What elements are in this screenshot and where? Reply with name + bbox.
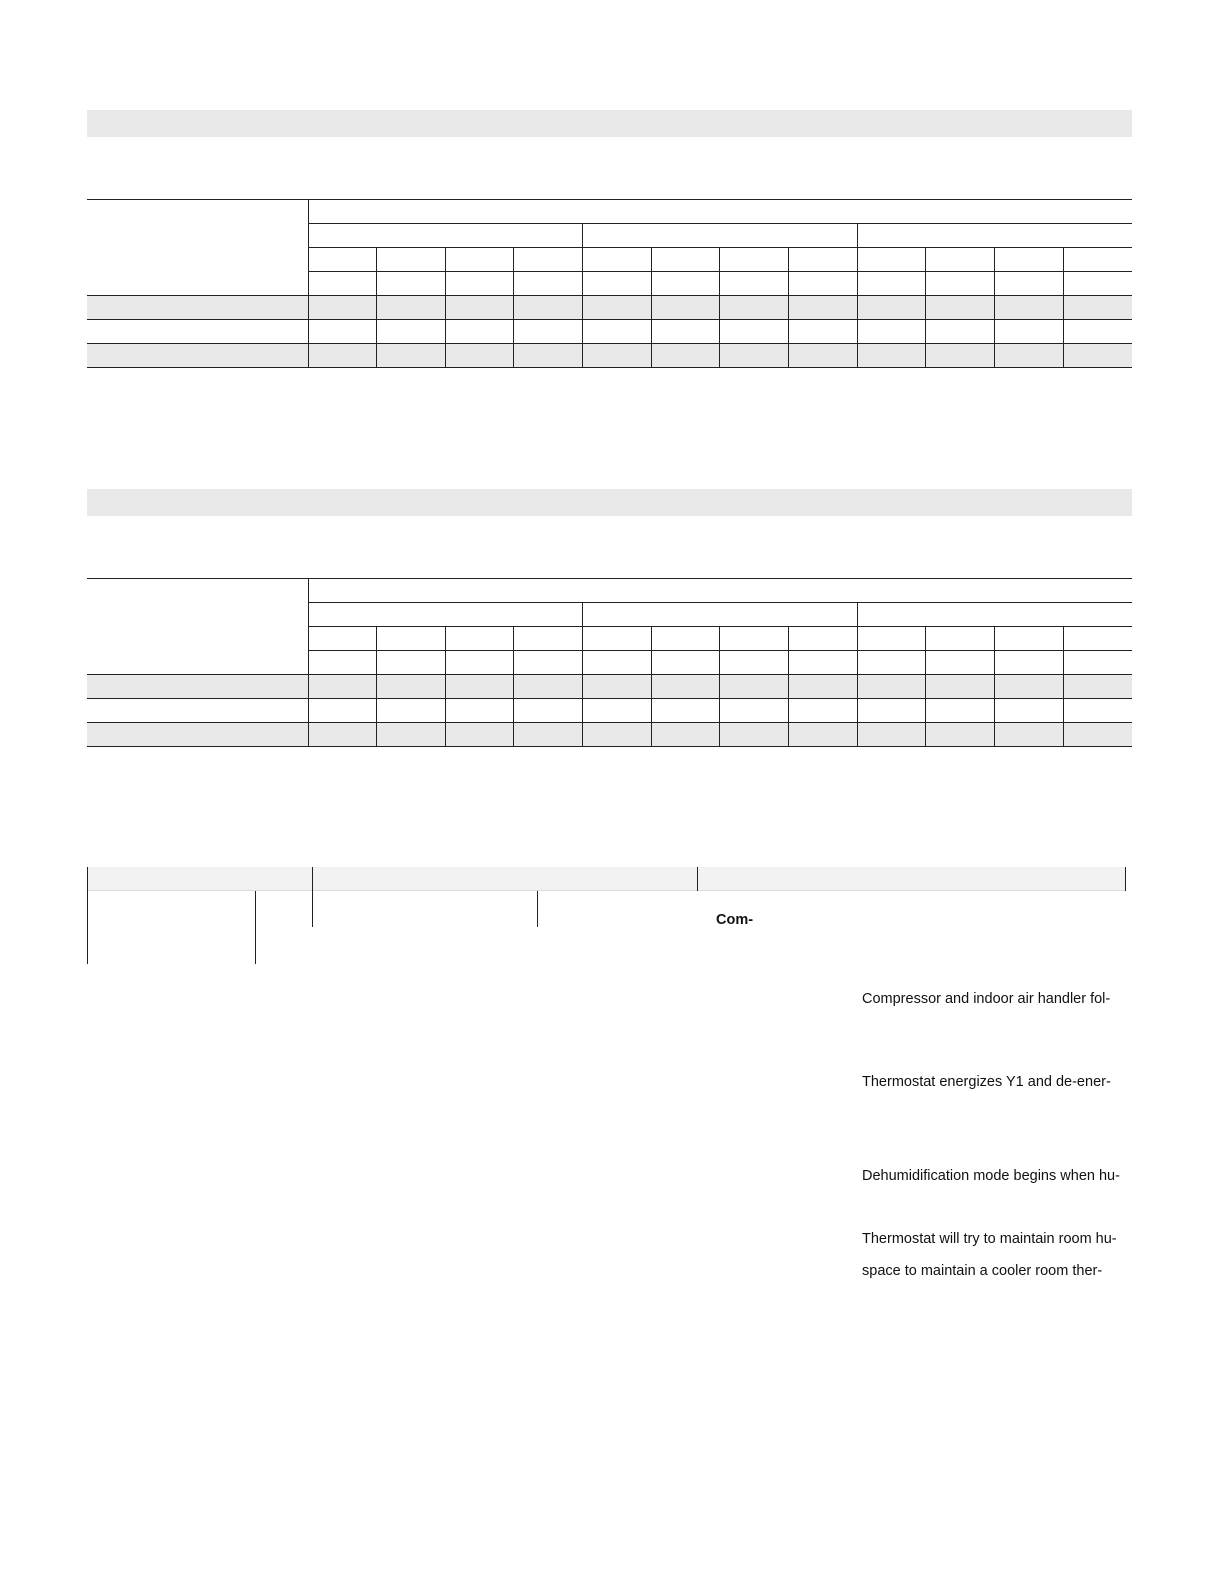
table-1-header-row-1 <box>87 200 1132 224</box>
table-2-header-row-1 <box>87 579 1132 603</box>
table-1 <box>87 199 1132 368</box>
sequence-table-divider <box>312 867 313 927</box>
table-row <box>87 675 1132 699</box>
table-2-title-band <box>87 489 1132 516</box>
table-1-group-header <box>308 200 1132 224</box>
sequence-table-divider <box>1125 867 1126 891</box>
table-2-subgroup-3 <box>857 603 1132 627</box>
table-1-row-label-header <box>87 200 308 296</box>
note-line: Thermostat will try to maintain room hu- <box>862 1231 1117 1247</box>
table-2-group-header <box>308 579 1132 603</box>
table-1-title-band <box>87 110 1132 137</box>
table-row <box>87 344 1132 368</box>
sequence-table <box>87 867 1127 967</box>
sequence-table-divider <box>87 867 88 964</box>
table-row <box>87 723 1132 747</box>
table-row <box>87 699 1132 723</box>
table-1-subgroup-1 <box>308 224 583 248</box>
note-line: Thermostat energizes Y1 and de-ener- <box>862 1074 1111 1090</box>
table-1-subgroup-3 <box>857 224 1132 248</box>
sequence-table-divider <box>255 891 256 964</box>
sequence-table-divider <box>697 867 698 891</box>
note-line: Compressor and indoor air handler fol- <box>862 991 1111 1007</box>
sequence-table-header-band <box>87 867 1126 891</box>
table-2 <box>87 578 1132 747</box>
table-1-subgroup-2 <box>583 224 858 248</box>
sequence-table-heading-fragment: Com- <box>716 912 754 928</box>
table-2-subgroup-2 <box>583 603 858 627</box>
table-2-row-label-header <box>87 579 308 675</box>
note-line: Dehumidification mode begins when hu- <box>862 1168 1120 1184</box>
table-row <box>87 320 1132 344</box>
table-row <box>87 296 1132 320</box>
note-line: space to maintain a cooler room ther- <box>862 1263 1103 1279</box>
table-2-subgroup-1 <box>308 603 583 627</box>
sequence-table-divider <box>537 891 538 927</box>
